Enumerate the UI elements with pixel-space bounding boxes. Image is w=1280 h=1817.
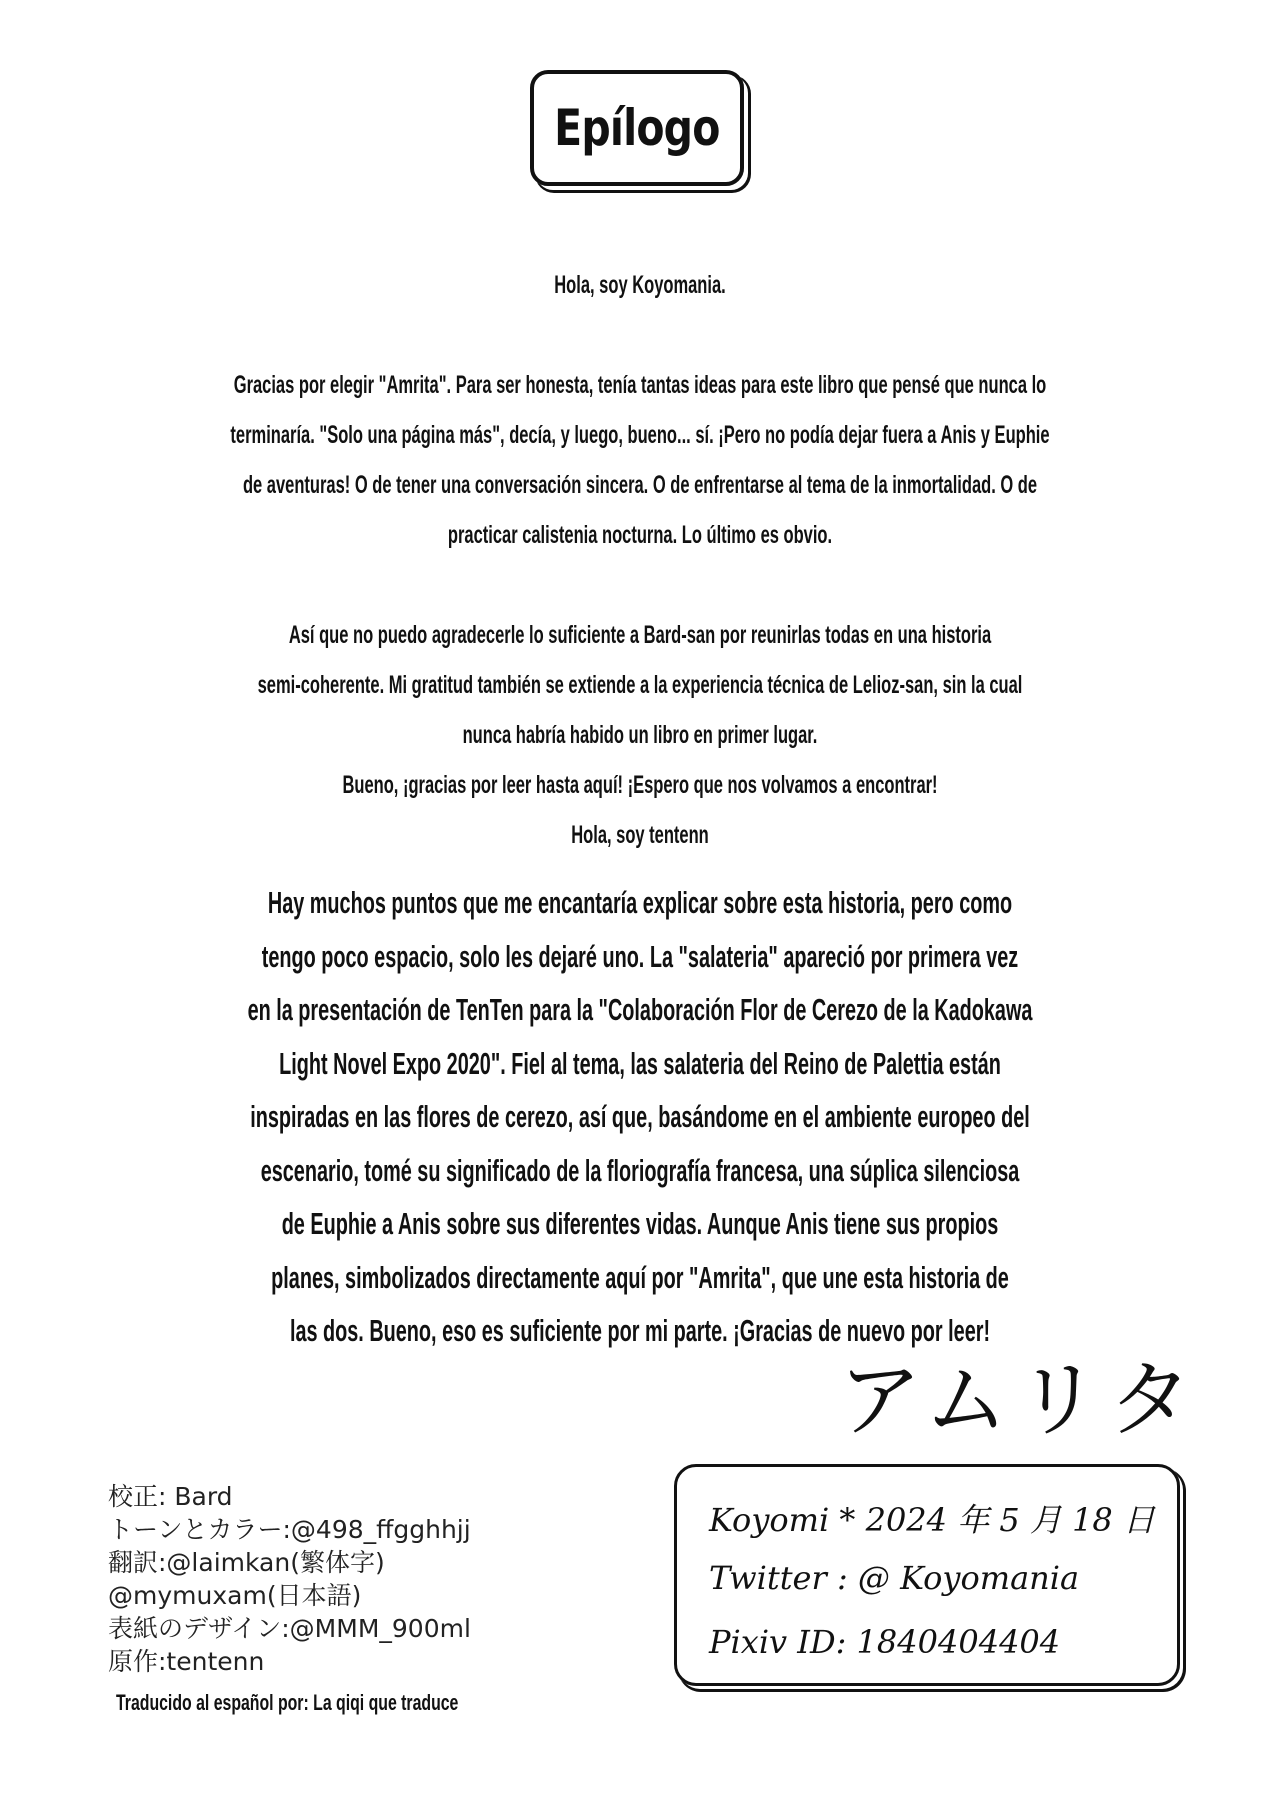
credit-proofreading: 校正: Bard <box>108 1482 233 1511</box>
text-line: las dos. Bueno, eso es suficiente por mi parte. ¡Gracias de nuevo por leer! <box>289 1313 991 1348</box>
text-line: Así que no puedo agradecerle lo suficiente a Bard-san por reunirlas todas en una historia <box>288 621 992 649</box>
text-line: Gracias por elegir "Amrita". Para ser honesta, tenía tantas ideas para este libro que pensé que nunca lo <box>233 371 1047 399</box>
credit-translation: 翻訳:@laimkan(繁体字) <box>108 1548 385 1577</box>
text-line: de aventuras! O de tener una conversación sincera. O de enfrentarse al tema de la inmortalidad. O de <box>242 471 1038 499</box>
credits-list <box>108 1480 471 1678</box>
tentenn-note <box>0 876 1280 1358</box>
signature-pixiv: Pixiv ID: 1840404404 <box>709 1623 1061 1661</box>
text-line: de Euphie a Anis sobre sus diferentes vidas. Aunque Anis tiene sus propios <box>281 1206 999 1241</box>
signature-box <box>674 1464 1180 1686</box>
text-line: en la presentación de TenTen para la "Colaboración Flor de Cerezo de la Kadokawa <box>247 992 1033 1027</box>
credit-tone-color: トーンとカラー:@498_ffgghhjj <box>108 1515 471 1544</box>
amrita-japanese-title: アムリタ <box>838 1351 1201 1449</box>
text-line: practicar calistenia nocturna. Lo último es obvio. <box>447 521 833 549</box>
text-line: inspiradas en las flores de cerezo, así que, basándome en el ambiente europeo del <box>250 1099 1030 1134</box>
text-line: terminaría. "Solo una página más", decía, y luego, bueno... sí. ¡Pero no podía dejar fuera a Anis y Euphie <box>230 421 1050 449</box>
text-line: Hola, soy tentenn <box>571 821 709 849</box>
title-frame <box>530 70 744 186</box>
signature-twitter: Twitter : @ Koyomania <box>709 1559 1080 1597</box>
text-line <box>218 560 1063 610</box>
text-line: semi-coherente. Mi gratitud también se extiende a la experiencia técnica de Lelioz-san, sin la cual <box>257 671 1023 699</box>
credit-cover-design: 表紙のデザイン:@MMM_900ml <box>108 1614 471 1643</box>
text-line <box>218 310 1063 360</box>
spanish-translator-credit: Traducido al español por: La qiqi que traduce <box>116 1690 459 1715</box>
page-title: Epílogo <box>554 99 720 157</box>
text-line: Hola, soy Koyomania. <box>554 271 726 299</box>
text-line: Light Novel Expo 2020". Fiel al tema, las salateria del Reino de Palettia están <box>279 1045 1001 1081</box>
credit-translation-jp: @mymuxam(日本語) <box>108 1581 362 1610</box>
koyomania-note <box>0 260 1280 860</box>
text-line: Bueno, ¡gracias por leer hasta aquí! ¡Espero que nos volvamos a encontrar! <box>342 771 938 799</box>
text-line: planes, simbolizados directamente aquí por "Amrita", que une esta historia de <box>271 1259 1009 1295</box>
text-line: Hay muchos puntos que me encantaría explicar sobre esta historia, pero como <box>267 885 1013 920</box>
credit-original: 原作:tentenn <box>108 1647 265 1676</box>
text-line: escenario, tomé su significado de la floriografía francesa, una súplica silenciosa <box>260 1152 1020 1188</box>
signature-date: Koyomi * 2024 年 5 月 18 日 <box>709 1501 1155 1539</box>
text-line: tengo poco espacio, solo les dejaré uno. La "salateria" apareció por primera vez <box>261 938 1019 974</box>
text-line: nunca habría habido un libro en primer lugar. <box>462 721 818 749</box>
